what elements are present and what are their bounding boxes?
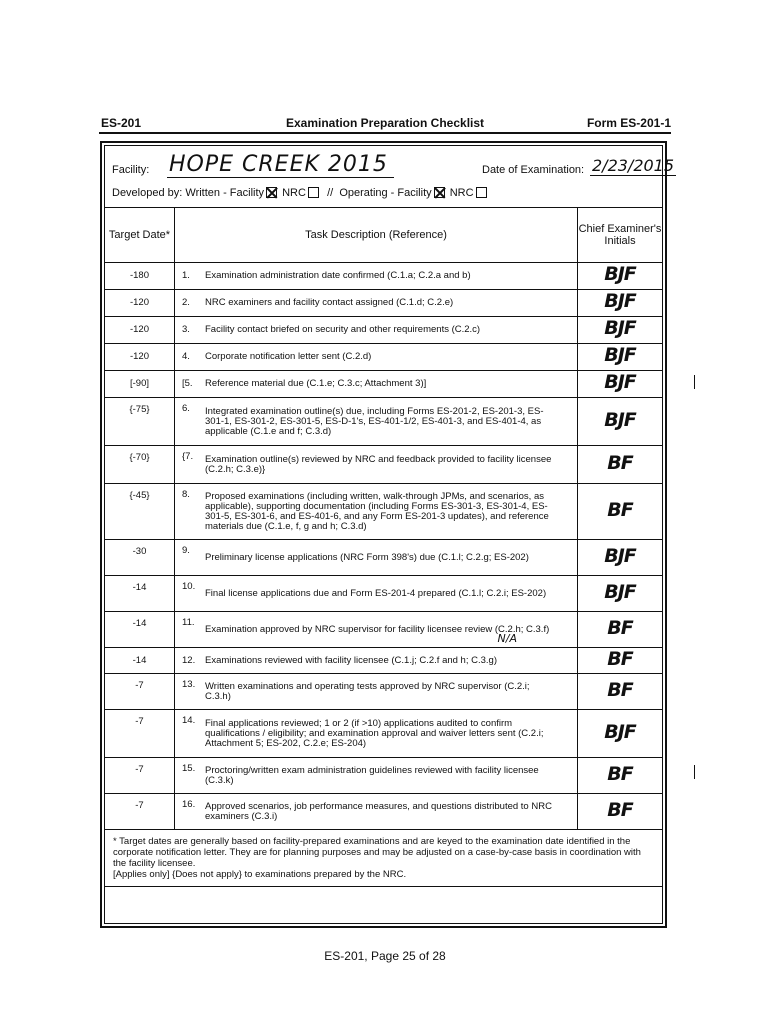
task-description [175,674,578,710]
task-description [175,540,578,576]
operating-facility-checkbox[interactable] [434,187,445,198]
chief-examiner-initials: BJF [604,290,636,312]
target-date-value: -14 [132,618,147,629]
task-description [175,344,578,371]
target-date [105,484,175,540]
initials-cell [578,290,663,317]
table-row [105,758,663,794]
task-description [175,290,578,317]
chief-examiner-initials: BF [607,762,633,785]
table-row [105,371,663,398]
chief-examiner-initials: BJF [604,263,636,285]
chief-examiner-initials: BJF [604,344,636,366]
task-description [175,758,578,794]
task-text: Final license applications due and Form ES-201-4 prepared (C.1.l; C.2.i; ES-202) [205,587,547,599]
footnote [105,830,663,887]
initials-cell [578,446,663,484]
footnote-text: * Target dates are generally based on facility-prepared examinations and are keyed to the examination date identified in the corporate notification letter. They are for planning purposes and may be adjusted on a case-by-case basis in coordination with the facility licensee. [113,836,641,869]
table-row [105,317,663,344]
table-row [105,263,663,290]
chief-examiner-initials: BJF [604,580,636,603]
target-date-value: -120 [129,351,149,362]
task-description [175,576,578,612]
initials-cell [578,344,663,371]
target-date [105,576,175,612]
table-header-row [105,208,663,263]
chief-examiner-initials: BJF [604,408,636,431]
target-date [105,398,175,446]
task-number: {7. [182,451,194,462]
developed-by-row [112,187,489,199]
facility-label: Facility: [112,164,150,176]
target-date-value: -30 [132,546,147,557]
table-row [105,674,663,710]
change-bar [694,765,695,779]
task-number: 10. [182,581,196,592]
initials-cell [578,317,663,344]
task-number: 14. [182,715,196,726]
col-chief-initials: Chief Examiner's Initials [578,208,663,263]
task-number: 9. [182,545,190,556]
initials-cell [578,263,663,290]
initials-cell [578,674,663,710]
facility-name-handwritten: HOPE CREEK 2015 [167,152,394,178]
initials-cell [578,371,663,398]
task-number: 12. [182,654,196,666]
task-text: Corporate notification letter sent (C.2.d) [205,351,372,362]
change-bar [694,375,695,389]
initials-cell [578,576,663,612]
task-text: Facility contact briefed on security and other requirements (C.2.c) [205,324,481,335]
target-date-value: -120 [129,324,149,335]
written-nrc-label: NRC [282,187,306,199]
task-number: 2. [182,297,190,308]
facility-row [112,152,675,182]
task-text: NRC examiners and facility contact assigned (C.1.d; C.2.e) [205,297,454,308]
table-row [105,612,663,648]
table-body [105,263,663,830]
target-date-value: -7 [135,800,144,811]
task-text: Final applications reviewed; 1 or 2 (if >10) applications audited to confirm qualifications / eligibility; and examination approval and waiver letters sent (C.2.i; Attachment 5; ES-202, C.2.e; ES-204) [205,717,544,749]
task-text: Proctoring/written exam administration guidelines reviewed with facility licensee (C.3.k) [205,764,539,786]
footnote-applies: [Applies only] {Does not apply} to examinations prepared by the NRC. [113,869,407,880]
separator: // [327,187,334,199]
operating-nrc-label: NRC [449,187,474,199]
target-date [105,540,175,576]
target-date [105,612,175,648]
target-date [105,758,175,794]
task-description [175,371,578,398]
written-nrc-checkbox[interactable] [308,187,319,198]
chief-examiner-initials: BJF [604,544,636,567]
table-row [105,344,663,371]
form-header [99,116,671,134]
table-row [105,710,663,758]
operating-facility-label: Operating - Facility [339,187,432,199]
target-date [105,317,175,344]
task-number: 6. [182,403,190,414]
target-date-value: -14 [132,654,147,666]
col-task-description: Task Description (Reference) [175,208,578,263]
initials-cell [578,540,663,576]
chief-examiner-initials: BJF [604,720,636,743]
task-text: Preliminary license applications (NRC Form 398's) due (C.1.l; C.2.g; ES-202) [205,551,529,563]
table-row [105,446,663,484]
task-number: 15. [182,763,196,774]
table-row [105,398,663,446]
target-date-value: [-90] [129,378,149,389]
task-text: Examination outline(s) reviewed by NRC and feedback provided to facility licensee (C.2.h; C.3.e)} [205,453,552,475]
task-description [175,398,578,446]
target-date-value: {-75} [129,404,150,415]
initials-cell [578,758,663,794]
task-text: Examination administration date confirmed (C.1.a; C.2.a and b) [205,270,471,281]
task-number: 1. [182,270,190,281]
task-number: 13. [182,679,196,690]
target-date-value: {-70} [129,452,150,463]
chief-examiner-initials: BJF [604,371,636,393]
task-number: 8. [182,489,190,500]
target-date-value: -180 [129,270,149,281]
chief-examiner-initials: BF [607,798,633,821]
table-row [105,576,663,612]
task-description [175,263,578,290]
target-date [105,344,175,371]
task-description [175,317,578,344]
task-description [175,794,578,830]
table-row [105,648,663,674]
task-description [175,648,578,674]
exam-date-label: Date of Examination: [482,164,585,176]
task-description [175,710,578,758]
initials-cell [578,648,663,674]
task-description [175,612,578,648]
not-applicable-note: N/A [497,632,517,645]
target-date [105,674,175,710]
initials-cell [578,484,663,540]
target-date [105,648,175,674]
col-target-date: Target Date* [105,208,175,263]
task-description [175,484,578,540]
task-number: [5. [182,378,193,389]
written-facility-checkbox[interactable] [266,187,277,198]
task-text: Approved scenarios, job performance measures, and questions distributed to NRC examiners (C.3.i) [205,800,552,822]
chief-examiner-initials: BJF [604,317,636,339]
developed-by-label: Developed by: Written - Facility [112,187,265,199]
target-date [105,446,175,484]
target-date-value: -120 [129,297,149,308]
checklist-table [104,207,663,887]
target-date-value: -7 [135,764,144,775]
chief-examiner-initials: BF [607,498,633,521]
target-date-value: {-45} [129,490,150,501]
form-title: Examination Preparation Checklist [285,116,485,130]
table-row [105,794,663,830]
form-number: Form ES-201-1 [586,116,671,130]
task-text: Examinations reviewed with facility licensee (C.1.j; C.2.f and h; C.3.g) [205,654,497,666]
form-id: ES-201 [101,116,142,130]
target-date-value: -7 [135,680,144,691]
initials-cell [578,794,663,830]
task-text: Written examinations and operating tests approved by NRC supervisor (C.2.i; C.3.h) [205,680,530,702]
task-number: 3. [182,324,190,335]
chief-examiner-initials: BF [607,678,633,701]
initials-cell [578,398,663,446]
table-row [105,540,663,576]
target-date [105,710,175,758]
footnote-row [105,830,663,887]
task-text: Proposed examinations (including written, walk-through JPMs, and scenarios, as applicable), supporting documentation (including Forms ES-301-3, ES-301-4, ES-301-5, ES-301-6, and ES-401-6, and any Form ES-201-3 updates), and reference materials due (C.1.e, f, g and h; C.3.d) [205,490,549,532]
target-date [105,263,175,290]
table-row [105,484,663,540]
target-date [105,290,175,317]
chief-examiner-initials: BF [607,451,633,474]
exam-date-handwritten: 2/23/2015 [592,156,675,175]
initials-cell [578,710,663,758]
chief-examiner-initials: BF [607,647,633,670]
table-row [105,290,663,317]
target-date [105,794,175,830]
task-text: Integrated examination outline(s) due, including Forms ES-201-2, ES-201-3, ES-301-1, ES-301-2, ES-301-5, ES-D-1's, ES-401-1/2, ES-401-3, and ES-401-4, as applicable (C.1.e and f; C.3.d) [205,405,544,437]
page-number: ES-201, Page 25 of 28 [324,949,446,963]
target-date [105,371,175,398]
operating-nrc-checkbox[interactable] [476,187,487,198]
task-number: 4. [182,351,190,362]
target-date-value: -7 [135,716,144,727]
initials-cell [578,612,663,648]
target-date-value: -14 [132,582,147,593]
task-description [175,446,578,484]
chief-examiner-initials: BF [607,616,633,639]
task-text: Examination approved by NRC supervisor for facility licensee review (C.2.h; C.3.f) [205,623,550,635]
task-number: 16. [182,799,196,810]
task-text: Reference material due (C.1.e; C.3.c; Attachment 3)] [205,378,427,389]
task-number: 11. [182,617,195,628]
